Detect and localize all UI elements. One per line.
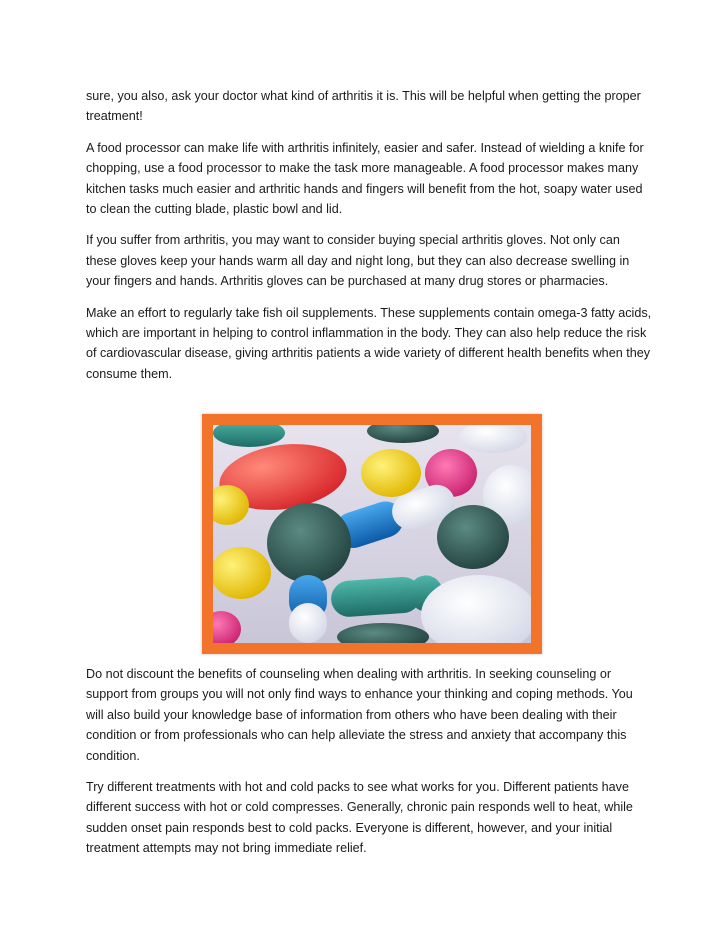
pills-image [213,425,531,643]
paragraph: Try different treatments with hot and cold packs to see what works for you. Different patients have different success with hot or cold compresses. Generally, chronic pain responds well to heat, while sudden onset pain responds best to cold packs. Everyone is different, however, and your initial treatment attempts may not bring immediate relief. [86,780,633,856]
paragraph: Make an effort to regularly take fish oil supplements. These supplements contain omega-3 fatty acids, which are important in helping to control inflammation in the body. They can also help reduce the risk of cardiovascular disease, giving arthritis patients a wide variety of different health benefits when they consume them. [86,305,652,381]
text-block-top [86,86,652,395]
paragraph: If you suffer from arthritis, you may want to consider buying special arthritis gloves. Not only can these gloves keep your hands warm all day and night long, but they can also decrease swelling in your fingers and hands. Arthritis gloves can be purchased at many drug stores or pharmacies. [86,233,630,289]
paragraph: A food processor can make life with arthritis infinitely, easier and safer. Instead of wielding a knife for chopping, use a food processor to make the task more manageable. A food processor makes many kitchen tasks much easier and arthritic hands and fingers will benefit from the hot, soapy water used to clean the cutting blade, plastic bowl and lid. [86,140,644,217]
paragraph: Do not discount the benefits of counseling when dealing with arthritis. In seeking counseling or support from groups you will not only find ways to enhance your thinking and coping methods. You will also build your knowledge base of information from others who have been dealing with their condition or from professionals who can help alleviate the stress and anxiety that accompany this condition. [86,667,633,763]
pills-illustration [213,425,531,643]
paragraph: sure, you also, ask your doctor what kind of arthritis it is. This will be helpful when getting the proper treatment! [86,89,641,124]
text-block-bottom [86,664,652,870]
pills-image-frame [202,414,542,654]
